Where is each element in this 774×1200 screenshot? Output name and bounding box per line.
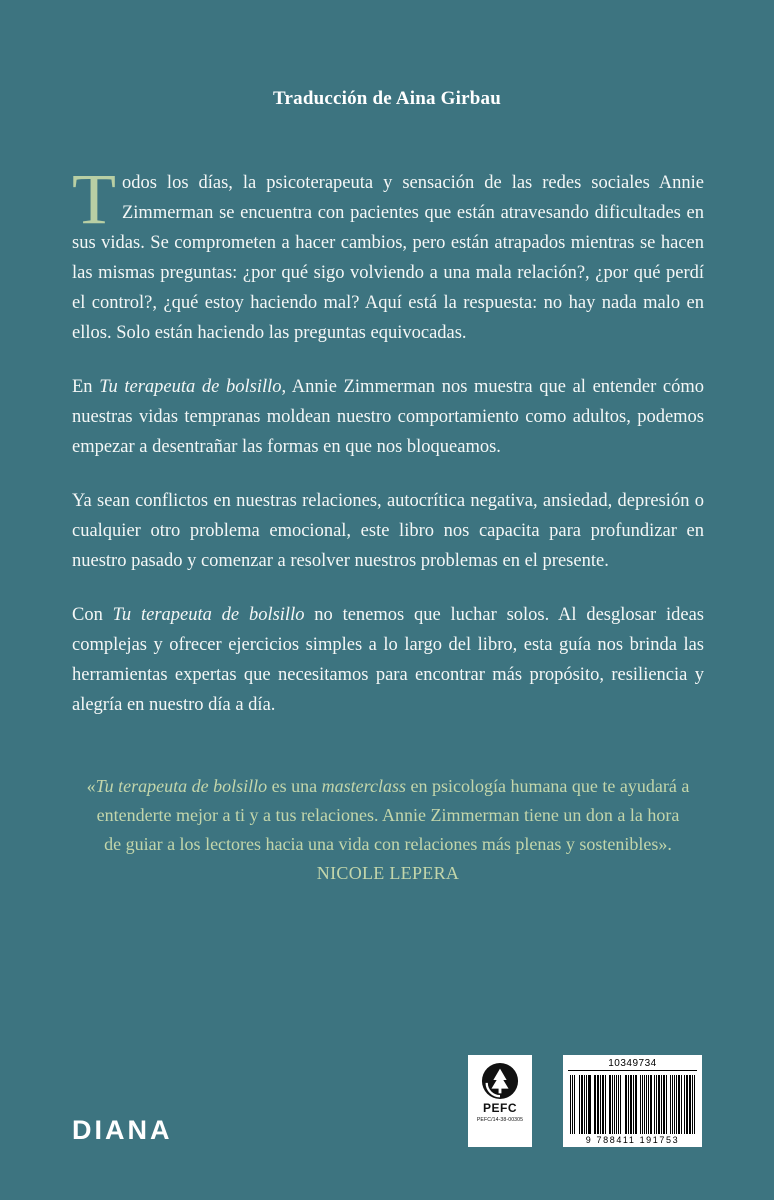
pull-quote	[86, 772, 690, 888]
pull-quote-text: «Tu terapeuta de bolsillo es una masterclass en psicología humana que te ayudará a entenderte mejor a ti y a tus relaciones. Annie Zimmerman tiene un don a la hora de guiar a los lectores hacia una vida con relaciones más plenas y sostenibles».	[86, 776, 690, 854]
blurb-paragraph-2: En Tu terapeuta de bolsillo, Annie Zimmerman nos muestra que al entender cómo nuestras vidas tempranas moldean nuestro comportamiento como adultos, podemos empezar a desentrañar las formas en que nos bloqueamos.	[72, 377, 704, 457]
pefc-code: PEFC/14-38-00305	[476, 1117, 524, 1123]
blurb-paragraph-4: Con Tu terapeuta de bolsillo no tenemos que luchar solos. Al desglosar ideas complejas y ofrecer ejercicios simples a lo largo del libro, esta guía nos brinda las herramientas expertas que necesitamos para encontrar más propósito, resiliencia y alegría en nuestro día a día.	[72, 605, 705, 715]
blurb-paragraph-1-text: odos los días, la psicoterapeuta y sensación de las redes sociales Annie Zimmerman se encuentra con pacientes que están atravesando dificultades en sus vidas. Se comprometen a hacer cambios, pero están atrapados mientras se hacen las mismas preguntas: ¿por qué sigo volviendo a una mala relación?, ¿por qué perdí el control?, ¿qué estoy haciendo mal? Aquí está la respuesta: no hay nada malo en ellos. Solo están haciendo las preguntas equivocadas.	[72, 173, 704, 343]
blurb-paragraph-1	[72, 159, 704, 348]
barcode-top-number: 10349734	[568, 1058, 697, 1071]
pefc-tree-icon	[481, 1062, 519, 1100]
pefc-certification-mark	[468, 1055, 532, 1147]
drop-cap-letter: T	[72, 159, 116, 239]
barcode-block	[563, 1055, 702, 1147]
pefc-label: PEFC	[482, 1101, 517, 1115]
publisher-logo: DIANA	[72, 1115, 173, 1145]
blurb-text-block	[72, 159, 705, 720]
pull-quote-attribution: NICOLE LEPERA	[316, 863, 460, 883]
translator-line: Traducción de Aina Girbau	[273, 88, 501, 109]
barcode-isbn-digits: 9 788411 191753	[585, 1135, 680, 1145]
barcode-bars	[568, 1075, 697, 1134]
blurb-paragraph-3: Ya sean conflictos en nuestras relaciones, autocrítica negativa, ansiedad, depresión o cualquier otro problema emocional, este libro nos capacita para profundizar en nuestro pasado y comenzar a resolver nuestros problemas en el presente.	[72, 491, 704, 571]
